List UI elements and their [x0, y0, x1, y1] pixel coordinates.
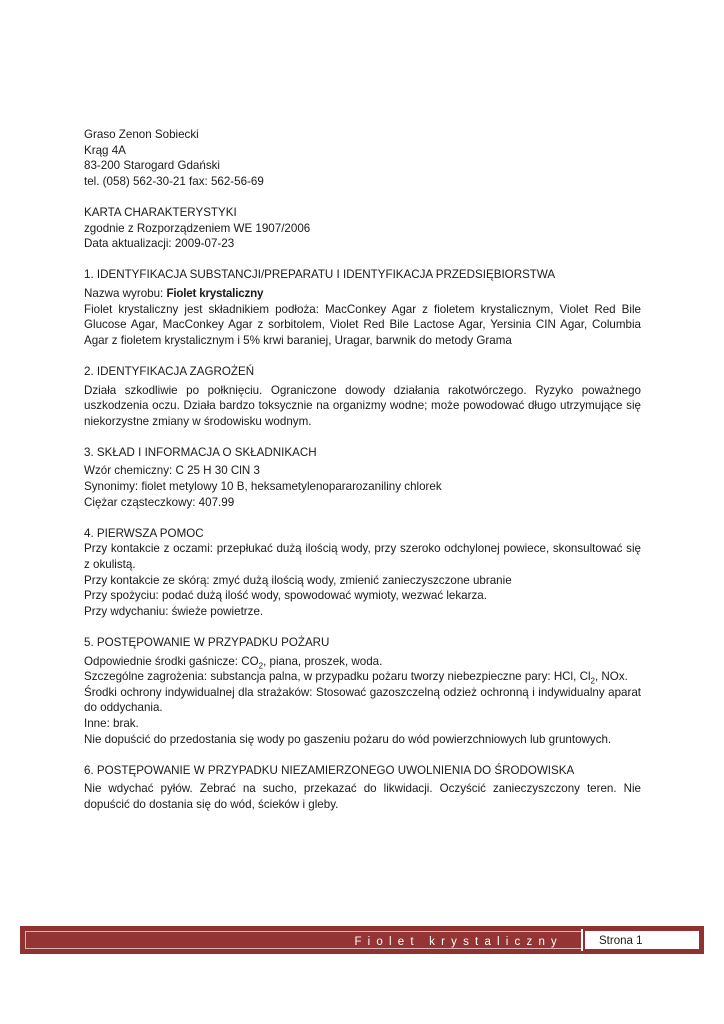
section-3-heading: 3. SKŁAD I INFORMACJA O SKŁADNIKACH	[84, 445, 317, 459]
section-2-text: Działa szkodliwie po połknięciu. Ograniczone dowody działania rakotwórczego. Ryzyko poważnego uszkodzenia oczu. Działa bardzo toksycznie na organizmy wodne; może powodować długo utrzymujące się niekorzystne zmiany w środowisku wodnym.	[84, 383, 641, 428]
section-3	[84, 445, 641, 510]
extinguishing-agents-rest: , piana, proszek, woda.	[263, 654, 383, 668]
footer-title: Fiolet krystaliczny	[354, 936, 563, 948]
first-aid-swallow: Przy spożyciu: podać dużą ilość wody, spowodować wymioty, wezwać lekarza.	[84, 589, 487, 603]
section-5	[84, 635, 641, 747]
first-aid-eyes: Przy kontakcie z oczami: przepłukać dużą ilością wody, przy szeroko odchylonej powiece, skonsultować się z okulistą.	[84, 542, 641, 572]
chemical-formula: Wzór chemiczny: C 25 H 30 ClN 3	[84, 464, 260, 478]
section-6	[84, 763, 641, 813]
co2-subscript: 2	[258, 660, 264, 670]
section-1-heading: 1. IDENTYFIKACJA SUBSTANCJI/PREPARATU I IDENTYFIKACJA PRZEDSIĘBIORSTWA	[84, 268, 556, 282]
page-number: Strona 1	[583, 929, 701, 951]
product-name-value: Fiolet krystaliczny	[166, 286, 264, 300]
section-4-heading: 4. PIERWSZA POMOC	[84, 526, 204, 540]
company-name: Graso Zenon Sobiecki	[84, 128, 199, 141]
other-info: Inne: brak.	[84, 716, 139, 730]
section-1-text: Fiolet krystaliczny jest składnikiem podłoża: MacConkey Agar z fioletem krystalicznym, Violet Red Bile Glucose Agar, MacConkey Agar z sorbitolem, Violet Red Bile Lactose Agar, Yersinia CIN Agar, Columbia Agar z fioletem krystalicznym i 5% krwi baraniej, Uragar, barwnik do metody Grama	[84, 302, 641, 347]
document-title: KARTA CHARAKTERYSTYKI	[84, 205, 237, 219]
update-date: Data aktualizacji: 2009-07-23	[84, 237, 235, 251]
document-header	[84, 205, 641, 252]
product-name-label: Nazwa wyrobu:	[84, 286, 167, 300]
special-hazards-text: Szczególne zagrożenia: substancja palna, w przypadku pożaru tworzy niebezpieczne pary: HCl, Cl	[84, 670, 591, 684]
section-6-heading: 6. POSTĘPOWANIE W PRZYPADKU NIEZAMIERZONEGO UWOLNIENIA DO ŚRODOWISKA	[84, 763, 575, 777]
footer-bar	[25, 931, 699, 949]
special-hazards	[84, 669, 641, 685]
extinguishing-agents	[84, 654, 641, 670]
section-2-heading: 2. IDENTYFIKACJA ZAGROŻEŃ	[84, 364, 255, 378]
section-4	[84, 526, 641, 620]
molecular-weight: Ciężar cząsteczkowy: 407.99	[84, 495, 235, 509]
section-5-heading: 5. POSTĘPOWANIE W PRZYPADKU POŻARU	[84, 636, 330, 649]
first-aid-skin: Przy kontakcie ze skórą: zmyć dużą ilością wody, zmienić zanieczyszczone ubranie	[84, 573, 512, 587]
cl2-subscript: 2	[590, 676, 595, 686]
document-body	[84, 127, 641, 828]
special-hazards-rest: , NOx.	[594, 670, 628, 684]
extinguishing-agents-text: Odpowiednie środki gaśnicze: CO	[84, 654, 259, 668]
page-footer	[20, 926, 704, 954]
company-address	[84, 127, 641, 189]
company-city: 83-200 Starogard Gdański	[84, 159, 220, 173]
section-1	[84, 267, 641, 348]
regulation-note: zgodnie z Rozporządzeniem WE 1907/2006	[84, 221, 311, 235]
company-street: Krąg 4A	[84, 143, 126, 157]
first-aid-inhale: Przy wdychaniu: świeże powietrze.	[84, 604, 264, 618]
company-contact: tel. (058) 562-30-21 fax: 562-56-69	[84, 174, 264, 188]
product-name-line	[84, 286, 641, 302]
synonyms: Synonimy: fiolet metylowy 10 B, heksametylenopararozaniliny chlorek	[84, 480, 442, 494]
firefighter-protection: Środki ochrony indywidualnej dla strażaków: Stosować gazoszczelną odzież ochronną i indywidualny aparat do oddychania.	[84, 685, 641, 715]
section-2	[84, 364, 641, 429]
runoff-water: Nie dopuścić do przedostania się wody po gaszeniu pożaru do wód powierzchniowych lub gruntowych.	[84, 732, 612, 746]
section-6-text: Nie wdychać pyłów. Zebrać na sucho, przekazać do likwidacji. Oczyścić zanieczyszczony teren. Nie dopuścić do dostania się do wód, ścieków i gleby.	[84, 782, 641, 811]
